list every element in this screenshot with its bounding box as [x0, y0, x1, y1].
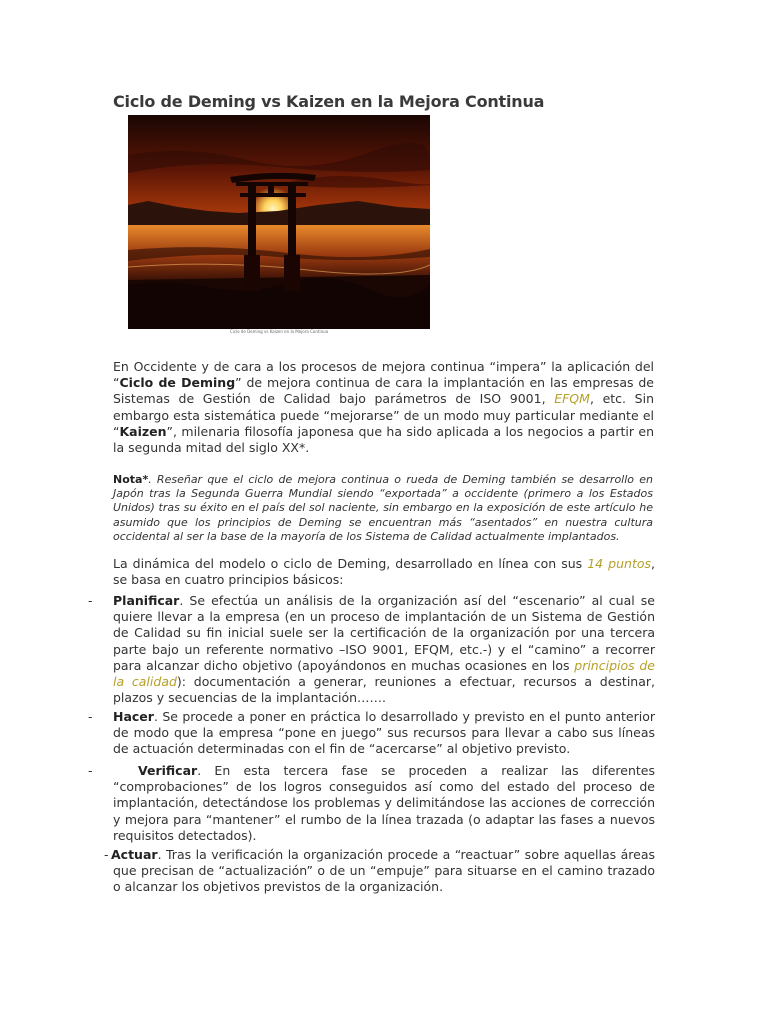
list-dash: - [88, 709, 93, 724]
efqm-link[interactable]: EFQM [554, 391, 590, 407]
article-title: Ciclo de Deming vs Kaizen en la Mejora Continua [113, 92, 545, 111]
list-item-actuar [113, 847, 655, 896]
actuar-text: . Tras la verificación la organización procede a “reactuar” sobre aquellas áreas que precisan de “actualización” o de un “empuje” para situarse en el camino trazado o alcanzar los objetivos previstos de la organización. [113, 847, 655, 895]
14-puntos-link[interactable]: 14 puntos [587, 556, 652, 571]
actuar-term: Actuar [111, 847, 158, 862]
hacer-text: . Se procede a poner en práctica lo desarrollado y previsto en el punto anterior de modo que la empresa “pone en juego” sus recursos para llevar a cabo sus líneas de actuación determinadas con el fin de “acercarse” al objetivo previsto. [113, 709, 655, 757]
verificar-term: Verificar [138, 763, 198, 778]
dynamics-text: La dinámica del modelo o ciclo de Deming, desarrollado en línea con sus [113, 556, 588, 571]
note-text: . Reseñar que el ciclo de mejora continua o rueda de Deming también se desarrollo en Japón tras la Segunda Guerra Mundial siendo “exportada” a occidente (primero a los Estados Unidos) tras su éxito en el país del sol naciente, sin embargo en la exposición de este artículo he asumido que los principios de Deming se encuentran más “asentados” en nuestra cultura occidental al ser la base de la mayoría de los Sistema de Calidad actualmente implantados. [113, 473, 653, 543]
list-dash: - [104, 847, 109, 862]
note-paragraph [113, 473, 653, 544]
intro-text: , etc. Sin embargo esta sistemática puede “mejorarse” de un modo muy particular mediante el “ [113, 391, 655, 439]
planificar-text: . Se efectúa un análisis de la organización así del “escenario” al cual se quiere llevar a la empresa (en un proceso de implantación de un Sistema de Gestión de Calidad su fin inicial suele ser la certificación de la organización por una tercera parte bajo un referente normativo –ISO 9001, EFQM, etc.-) y el “camino” a recorrer para alcanzar dicho objetivo (apoyándonos en muchas ocasiones en los [113, 593, 655, 673]
kaizen-term: Kaizen [119, 423, 167, 439]
image-caption: Ciclo de Deming vs Kaizen en la Mejora Continua [229, 329, 329, 334]
note-label: Nota* [113, 473, 149, 486]
intro-paragraph [113, 359, 654, 456]
list-item-planificar [113, 593, 655, 706]
deming-term: Ciclo de Deming [119, 375, 236, 391]
dynamics-paragraph [113, 556, 655, 588]
planificar-term: Planificar [113, 593, 180, 608]
dynamics-text: , se basa en cuatro principios básicos: [113, 556, 655, 588]
verificar-text: . En esta tercera fase se proceden a realizar las diferentes “comprobaciones” de los logros conseguidos así como del estado del proceso de implantación, detectándose los problemas y delimitándose las acciones de corrección y mejora para “mantener” el rumbo de la línea trazada (o adaptar las fases a nuevos requisitos detectados). [113, 763, 655, 843]
list-item-verificar [113, 763, 655, 844]
intro-text: ”, milenaria filosofía japonesa que ha sido aplicada a los negocios a partir en la segunda mitad del siglo XX*. [113, 423, 654, 456]
list-item-hacer [113, 709, 655, 758]
principios-calidad-link[interactable]: principios de la calidad [113, 657, 656, 690]
intro-text: En Occidente y de cara a los procesos de mejora continua “impera” la aplicación del “ [113, 359, 654, 391]
hacer-term: Hacer [113, 709, 154, 724]
planificar-text: ): documentación a generar, reuniones a efectuar, recursos a destinar, plazos y secuencias de la implantación……. [113, 674, 655, 706]
list-dash: - [88, 593, 93, 608]
intro-text: ” de mejora continua de cara la implantación en las empresas de Sistemas de Gestión de Calidad bajo parámetros de ISO 9001, [113, 375, 654, 407]
list-dash: - [88, 763, 93, 778]
torii-sunset-photo [128, 115, 430, 329]
